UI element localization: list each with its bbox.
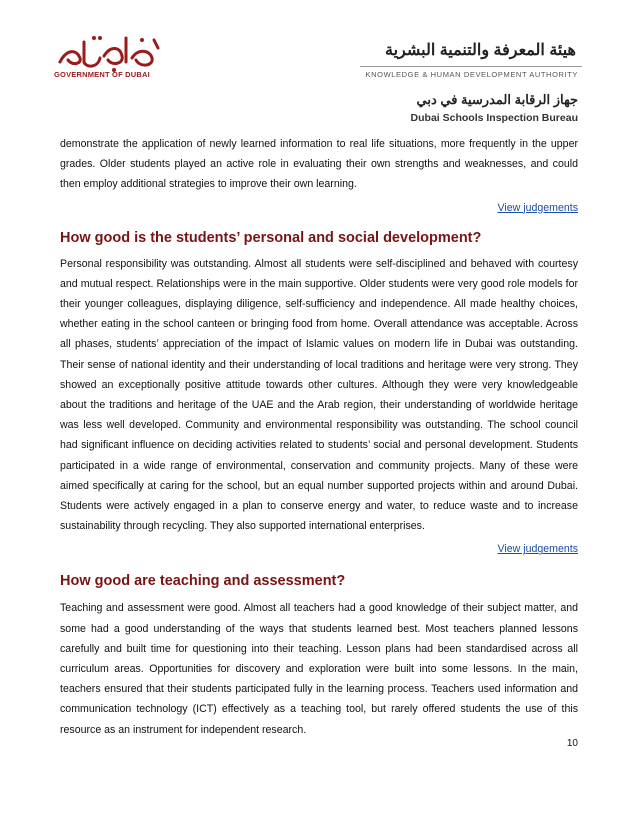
- personal-development-paragraph: Personal responsibility was outstanding. Almost all students were self-disciplined and behaved with courtesy and mutual respect. Relationships were in the main supportive. Older students were very good role models for their younger colleagues, displaying diligence, self-sufficiency and independence. All made healthy choices, whether eating in the school canteen or bringing food from home. Overall attendance was acceptable. Across all phases, students’ appreciation of the impact of Islamic values on modern life in Dubai was outstanding. Their sense of national identity and their understanding of local traditions and heritage were very strong. They showed an exceptionally positive attitude towards other cultures. Although they were very knowledgeable about the traditions and heritage of the UAE and the Arab region, their understanding of worldwide heritage was less well developed. Community and environmental responsibility was outstanding. The school council had significant influence on deciding activities related to students’ social and personal development. Students participated in a wide range of environmental, conservation and community projects. Many of these were aimed specifically at caring for the school, but an equal number supported projects within and around Dubai. Students were actively engaged in a plan to conserve energy and water, to reduce waste and to increase sustainability through recycling. They also supported international enterprises.: [60, 257, 578, 533]
- teaching-assessment-paragraph: Teaching and assessment were good. Almost all teachers had a good knowledge of their subject matter, and some had a good understanding of the ways that students learned best. Most teachers planned lessons carefully and built time for questioning into their teaching. Lesson plans had been standardised across all curriculum areas. Opportunities for discovery and exploration were built into some lessons. In the main, teachers ensured that their students participated fully in the learning process. Teachers used information and communication technology (ICT) effectively as a teaching tool, but rarely offered students the use of this resource as an instrument for independent research.: [60, 602, 578, 736]
- government-of-dubai-label: GOVERNMENT OF DUBAI: [54, 70, 150, 79]
- page-number: 10: [566, 738, 578, 749]
- dsib-english-title: Dubai Schools Inspection Bureau: [410, 112, 578, 124]
- view-judgements-row-1: [60, 198, 578, 218]
- report-content: [60, 134, 578, 740]
- view-judgements-link-2[interactable]: View judgements: [497, 543, 578, 556]
- heading-personal-social-development: How good is the students’ personal and social development?: [60, 229, 482, 246]
- heading-teaching-assessment: How good are teaching and assessment?: [60, 573, 346, 590]
- khda-divider: [360, 66, 582, 67]
- intro-paragraph: demonstrate the application of newly learned information to real life situations, more frequently in the upper grades. Older students played an active role in evaluating their own strengths and weaknesses, and could then employ additional strategies to improve their own learning.: [60, 138, 578, 191]
- view-judgements-link-1[interactable]: View judgements: [497, 201, 578, 214]
- dsib-arabic-title: جهاز الرقابة المدرسية في دبي: [416, 92, 578, 107]
- khda-english-title: KNOWLEDGE & HUMAN DEVELOPMENT AUTHORITY: [365, 70, 578, 79]
- page-header: [0, 0, 638, 130]
- view-judgements-row-2: [60, 539, 578, 559]
- khda-arabic-title: هيئة المعرفة والتنمية البشرية: [385, 42, 576, 59]
